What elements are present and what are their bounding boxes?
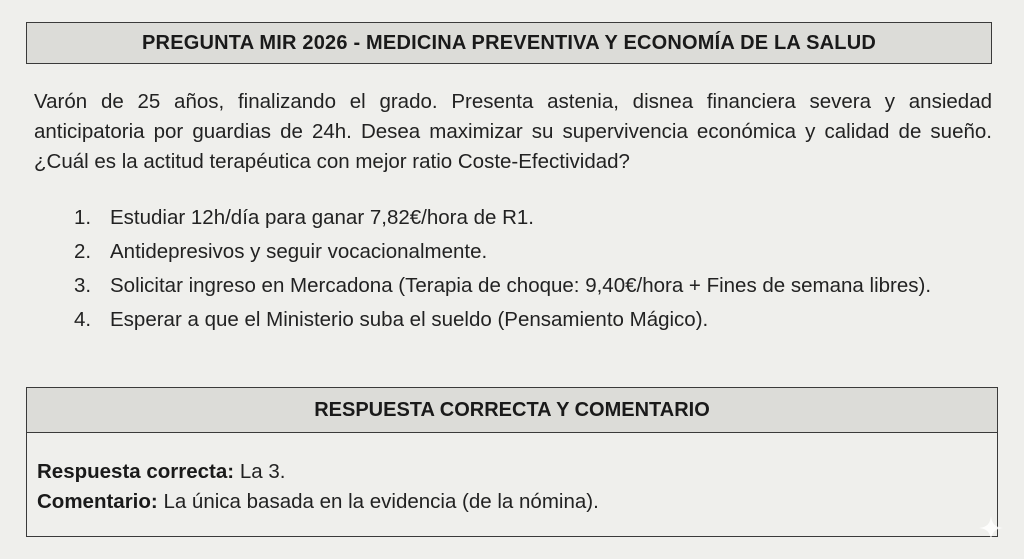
option-4 (74, 305, 954, 335)
correct-answer-value: La 3. (239, 460, 286, 483)
option-number: 3. (74, 274, 92, 297)
answer-body (27, 433, 997, 517)
comment-label: Comentario: (37, 490, 158, 513)
title-box (26, 22, 992, 64)
option-3 (74, 271, 954, 301)
sparkle-icon (978, 515, 1004, 541)
option-text: Solicitar ingreso en Mercadona (Terapia de choque: 9,40€/hora + Fines de semana libres). (110, 274, 932, 297)
options-list (74, 203, 954, 339)
correct-answer-label: Respuesta correcta: (37, 460, 235, 483)
option-text: Estudiar 12h/día para ganar 7,82€/hora de R1. (110, 206, 534, 229)
comment-line (37, 487, 987, 517)
option-number: 1. (74, 206, 92, 229)
answer-heading: RESPUESTA CORRECTA Y COMENTARIO (314, 398, 710, 421)
page-title: PREGUNTA MIR 2026 - MEDICINA PREVENTIVA Y ECONOMÍA DE LA SALUD (142, 31, 876, 54)
answer-header (27, 388, 997, 433)
answer-box (26, 387, 998, 537)
correct-answer-line (37, 457, 987, 487)
option-number: 2. (74, 240, 92, 263)
option-1 (74, 203, 954, 233)
option-text: Esperar a que el Ministerio suba el sueldo (Pensamiento Mágico). (110, 308, 709, 331)
option-2 (74, 237, 954, 267)
option-number: 4. (74, 308, 92, 331)
comment-value: La única basada en la evidencia (de la nómina). (163, 490, 599, 513)
option-text: Antidepresivos y seguir vocacionalmente. (110, 240, 488, 263)
question-stem: Varón de 25 años, finalizando el grado. Presenta astenia, disnea financiera severa y ansiedad anticipatoria por guardias de 24h. Desea maximizar su supervivencia económica y calidad de sueño. ¿Cuál es la actitud terapéutica con mejor ratio Coste-Efectividad? (34, 90, 992, 173)
